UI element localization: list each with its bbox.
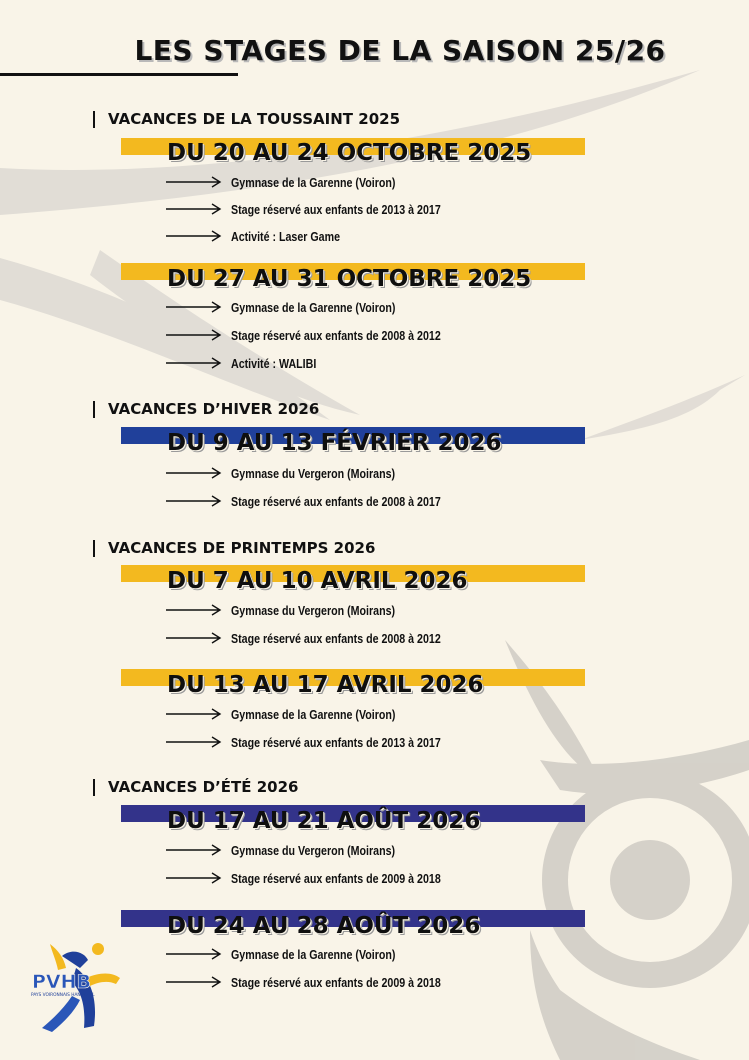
stage-line xyxy=(166,493,487,509)
stage-line xyxy=(166,465,431,481)
stage-ages: Stage réservé aux enfants de 2008 à 2012 xyxy=(231,630,441,646)
stage-date: DU 17 AU 21 AOÛT 2026 xyxy=(167,808,481,834)
logo-subtitle: PAYS VOIRONNAIS HANDBALL xyxy=(31,993,95,998)
stage-line xyxy=(166,842,431,858)
stage-line xyxy=(166,201,487,217)
stage-line xyxy=(166,706,432,722)
title-underline xyxy=(0,73,238,76)
stage-location: Gymnase de la Garenne (Voiron) xyxy=(231,174,396,190)
arrow-right-icon xyxy=(166,466,222,480)
stage-line xyxy=(166,602,431,618)
stage-line xyxy=(166,870,487,886)
stage-line xyxy=(166,299,432,315)
stage-date: DU 20 AU 24 OCTOBRE 2025 xyxy=(167,140,532,166)
stage-location: Gymnase de la Garenne (Voiron) xyxy=(231,946,396,962)
stage-line xyxy=(166,327,487,343)
arrow-right-icon xyxy=(166,494,222,508)
stage-ages: Stage réservé aux enfants de 2008 à 2012 xyxy=(231,327,441,343)
stage-date: DU 7 AU 10 AVRIL 2026 xyxy=(167,568,468,594)
arrow-right-icon xyxy=(166,175,222,189)
arrow-right-icon xyxy=(166,229,222,243)
stage-activity: Activité : Laser Game xyxy=(231,228,341,244)
stage-ages: Stage réservé aux enfants de 2009 à 2018 xyxy=(231,974,441,990)
page-title: LES STAGES DE LA SAISON 25/26 xyxy=(134,34,666,67)
logo-text: PVHB xyxy=(32,971,92,993)
stage-line xyxy=(166,174,432,190)
arrow-right-icon xyxy=(166,707,222,721)
stage-location: Gymnase du Vergeron (Moirans) xyxy=(231,842,396,858)
arrow-right-icon xyxy=(166,735,222,749)
arrow-right-icon xyxy=(166,975,222,989)
stage-location: Gymnase du Vergeron (Moirans) xyxy=(231,602,396,618)
section-heading-ete: VACANCES D’ÉTÉ 2026 xyxy=(93,779,299,796)
stage-location: Gymnase de la Garenne (Voiron) xyxy=(231,299,396,315)
section-heading-printemps: VACANCES DE PRINTEMPS 2026 xyxy=(93,540,375,557)
arrow-right-icon xyxy=(166,871,222,885)
section-heading-toussaint: VACANCES DE LA TOUSSAINT 2025 xyxy=(93,111,400,128)
stage-location: Gymnase du Vergeron (Moirans) xyxy=(231,465,396,481)
stage-date: DU 9 AU 13 FÉVRIER 2026 xyxy=(167,430,502,456)
arrow-right-icon xyxy=(166,356,222,370)
section-heading-hiver: VACANCES D’HIVER 2026 xyxy=(93,401,319,418)
stage-ages: Stage réservé aux enfants de 2009 à 2018 xyxy=(231,870,441,886)
arrow-right-icon xyxy=(166,300,222,314)
stage-ages: Stage réservé aux enfants de 2013 à 2017 xyxy=(231,201,441,217)
stage-activity: Activité : WALIBI xyxy=(231,355,317,371)
stage-line xyxy=(166,734,487,750)
stage-ages: Stage réservé aux enfants de 2008 à 2017 xyxy=(231,493,441,509)
arrow-right-icon xyxy=(166,328,222,342)
stage-ages: Stage réservé aux enfants de 2013 à 2017 xyxy=(231,734,441,750)
stage-date: DU 24 AU 28 AOÛT 2026 xyxy=(167,913,481,939)
stage-line xyxy=(166,630,487,646)
stage-location: Gymnase de la Garenne (Voiron) xyxy=(231,706,396,722)
arrow-right-icon xyxy=(166,631,222,645)
arrow-right-icon xyxy=(166,947,222,961)
stage-date: DU 27 AU 31 OCTOBRE 2025 xyxy=(167,266,532,292)
stage-line xyxy=(166,946,432,962)
arrow-right-icon xyxy=(166,202,222,216)
arrow-right-icon xyxy=(166,603,222,617)
stage-date: DU 13 AU 17 AVRIL 2026 xyxy=(167,672,484,698)
handball-player-logo xyxy=(28,938,124,1038)
stage-line xyxy=(166,228,364,244)
stage-line xyxy=(166,355,335,371)
stage-line xyxy=(166,974,487,990)
arrow-right-icon xyxy=(166,843,222,857)
